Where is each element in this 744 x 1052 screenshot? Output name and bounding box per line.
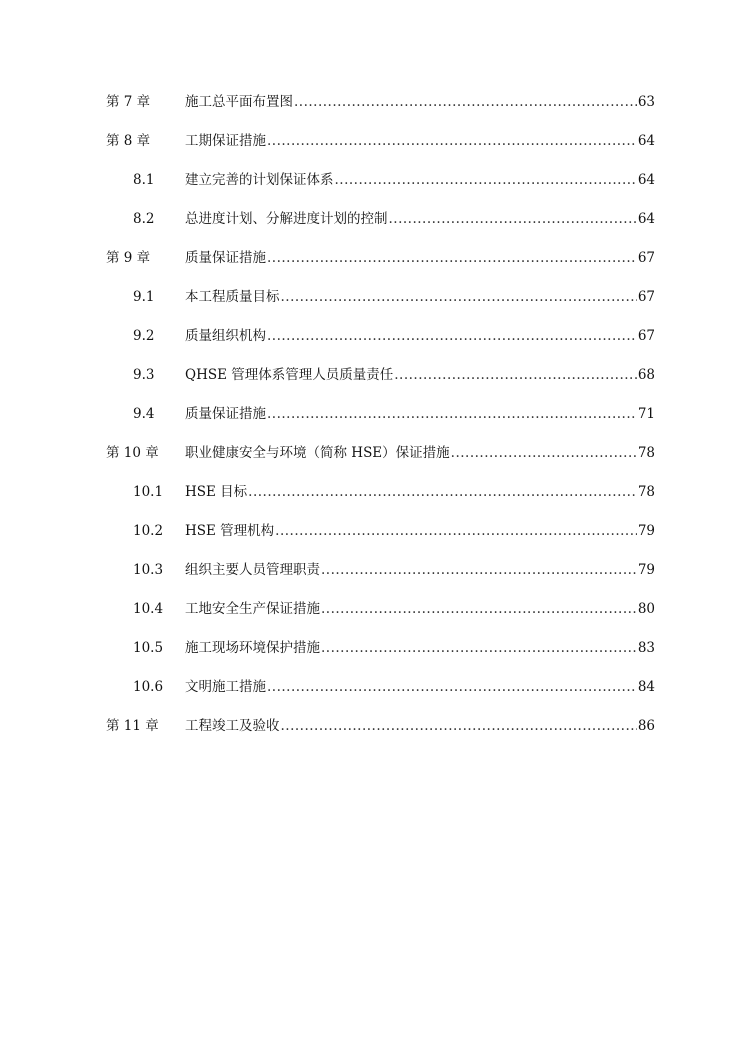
toc-entry[interactable] [0,559,744,581]
toc-number: 9.4 [133,406,155,422]
toc-title: 建立完善的计划保证体系 [185,172,334,188]
toc-number: 10.2 [133,523,164,539]
toc-number: 10.1 [133,484,164,500]
toc-page-number: 71 [637,406,655,422]
toc-entry[interactable] [0,247,744,269]
toc-entry[interactable] [0,130,744,152]
dot-leader [335,169,637,191]
toc-entry[interactable] [0,715,744,737]
dot-leader [267,130,637,152]
toc-entry[interactable] [0,208,744,230]
toc-page-number: 64 [637,211,655,227]
toc-entry[interactable] [0,364,744,386]
toc-number: 8.2 [133,211,155,227]
toc-title: 工期保证措施 [185,133,266,149]
toc-title: 施工现场环境保护措施 [185,640,320,656]
toc-title: 总进度计划、分解进度计划的控制 [185,211,388,227]
toc-title: 职业健康安全与环境（简称 HSE）保证措施 [185,445,450,461]
dot-leader [389,208,637,230]
toc-number: 第 8 章 [106,133,151,149]
dot-leader [281,715,637,737]
toc-title: 质量保证措施 [185,250,266,266]
toc-number: 10.4 [133,601,164,617]
dot-leader [321,598,637,620]
dot-leader [248,481,637,503]
toc-number: 第 9 章 [106,250,151,266]
dot-leader [321,637,637,659]
toc-entry[interactable] [0,442,744,464]
toc-entry[interactable] [0,403,744,425]
dot-leader [451,442,637,464]
toc-entry[interactable] [0,91,744,113]
dot-leader [267,403,637,425]
dot-leader [267,325,637,347]
toc-page-number: 68 [637,367,655,383]
dot-leader [321,559,637,581]
toc-page-number: 67 [637,250,655,266]
toc-number: 10.6 [133,679,164,695]
toc-page-number: 79 [637,562,655,578]
toc-title: 质量组织机构 [185,328,266,344]
toc-title: 工程竣工及验收 [185,718,280,734]
toc-entry[interactable] [0,325,744,347]
dot-leader [267,247,637,269]
toc-title: 工地安全生产保证措施 [185,601,320,617]
toc-entry[interactable] [0,637,744,659]
dot-leader [394,364,637,386]
toc-entry[interactable] [0,286,744,308]
toc-number: 9.3 [133,367,155,383]
toc-number: 第 11 章 [106,718,159,734]
toc-entry[interactable] [0,169,744,191]
toc-entry[interactable] [0,598,744,620]
toc-number: 9.2 [133,328,155,344]
toc-page-number: 67 [637,289,655,305]
dot-leader [267,676,637,698]
toc-title: HSE 目标 [185,484,248,500]
toc-page-number: 64 [637,172,655,188]
toc-title: QHSE 管理体系管理人员质量责任 [185,367,394,383]
toc-title: 施工总平面布置图 [185,94,293,110]
toc-entry[interactable] [0,676,744,698]
toc-number: 9.1 [133,289,155,305]
toc-page-number: 78 [637,484,655,500]
dot-leader [275,520,637,542]
toc-number: 第 7 章 [106,94,151,110]
toc-page-number: 67 [637,328,655,344]
toc-page-number: 84 [637,679,655,695]
toc-entry[interactable] [0,520,744,542]
toc-number: 8.1 [133,172,155,188]
dot-leader [281,286,637,308]
toc-number: 10.5 [133,640,164,656]
toc-title: 组织主要人员管理职责 [185,562,320,578]
toc-title: 本工程质量目标 [185,289,280,305]
toc-page-number: 64 [637,133,655,149]
toc-number: 10.3 [133,562,164,578]
toc-page-number: 86 [637,718,655,734]
toc-title: HSE 管理机构 [185,523,275,539]
toc-title: 文明施工措施 [185,679,266,695]
dot-leader [294,91,637,113]
toc-number: 第 10 章 [106,445,159,461]
toc-page-number: 83 [637,640,655,656]
toc-page-number: 79 [637,523,655,539]
toc-page-number: 80 [637,601,655,617]
toc-page-number: 63 [637,94,655,110]
toc-page-number: 78 [637,445,655,461]
toc-entry[interactable] [0,481,744,503]
toc-title: 质量保证措施 [185,406,266,422]
